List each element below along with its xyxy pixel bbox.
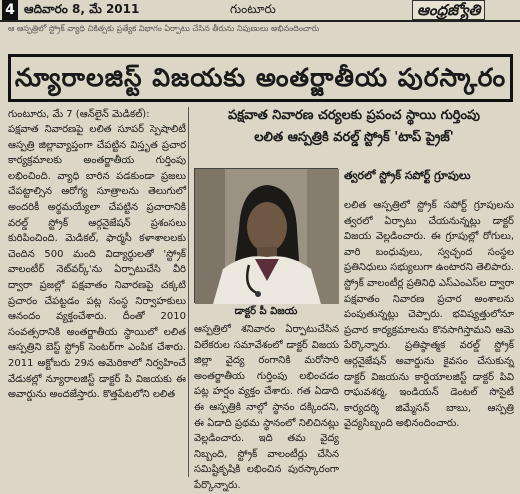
article-column-2 xyxy=(194,322,339,491)
newspaper-logo: ఆంధ్రజ్యోతి xyxy=(412,0,485,20)
previous-article-strip: ఆ ఆస్పత్రిలో స్ట్రోక్ వ్యాధి చికిత్సకు ప్రత్యేక విభాగం ఏర్పాటు చేసిన తీరును నిపుణులు అభినందించారు xyxy=(8,24,320,33)
issue-date: ఆదివారం 8, మే 2011 xyxy=(24,2,140,16)
dateline: గుంటూరు, మే 7 (ఆన్‌లైన్ మెడికల్): xyxy=(8,109,150,120)
page-number: 4 xyxy=(2,0,18,20)
article-headline: న్యూరాలజిస్ట్ విజయకు అంతర్జాతీయ పురస్కారం xyxy=(8,54,513,102)
subheadline-1: పక్షవాత నివారణ చర్యలకు ప్రపంచ స్థాయి గుర్తింపు xyxy=(227,108,481,123)
portrait-illustration xyxy=(195,169,339,304)
column-3-heading: త్వరలో స్ట్రోక్ సపోర్ట్ గ్రూపులు xyxy=(344,169,471,182)
doctor-portrait-photo xyxy=(194,168,338,303)
column-2-text: ఆస్పత్రిలో శనివారం ఏర్పాటుచేసిన విలేకరుల సమావేశంలో డాక్టర్ విజయ జిల్లా వైద్య రంగానికి మరోసారి అంతర్జాతీయ గుర్తింపు లభించడం పట్ల హర్షం వ్యక్తం చేశారు. గత ఏడాది ఈ ఆస్పత్రికి నాల్గో స్థానం దక్కిందని, ఈ ఏడాది ప్రథమ స్థానంలో నిలిచినట్లు వెల్లడించారు. ఇది తమ వైద్య నిబ్బంది, స్ట్రోక్ వాలంటీర్లు చేసిన సమిష్టికృషికి లభించిన పురస్కారంగా పేర్కొన్నారు. xyxy=(194,324,339,491)
column-3-text: లలిత ఆస్పత్రిలో స్ట్రోక్ సపోర్ట్ గ్రూపులను త్వరలో ఏర్పాటు చేయనున్నట్లు డాక్టర్ విజయ వెల్లడించారు. ఈ గ్రూపుల్లో రోగులు, వారి బంధువులు, స్వచ్ఛంద సంస్థల ప్రతినిధులు సభ్యులుగా ఉంటారని తెలిపారు. స్ట్రోక్ వాలంటీర్ల ప్రతినిధి ఎస్ఎంఎస్‌ల ద్వారా పక్షవాతం నివారణ ప్రచార అంశాలను పంపుతున్నట్లు చెప్పారు. భవిష్యత్తులోనూ ప్రచార కార్యక్రమాలను కొనసాగిస్తామని ఆమె పేర్కొన్నారు. ప్రతిష్ఠాత్మక వరల్డ్ స్ట్రోక్ ఆర్గనైజేషన్ అవార్డును కైవసం చేసుకున్న డాక్టర్ విజయను కార్డియాలజిస్ట్ డాక్టర్ పివి రాఘవశర్మ, ఇండియన్ డెంటల్ సొసైటీ కార్యదర్శి జిమ్మేసన్ బాబు, ఆస్పత్రి వైద్యసిబ్బంది అభినందించారు. xyxy=(344,200,514,430)
subheadline-2: లలిత ఆస్పత్రికి వరల్డ్ స్ట్రోక్ 'టాప్ ప్రైజ్' xyxy=(254,130,454,145)
article-column-3 xyxy=(344,198,514,478)
article-column-1 xyxy=(8,122,186,478)
edition-city: గుంటూరు xyxy=(230,2,276,16)
column-1-text: పక్షవాత నివారణపై లలిత సూపర్ స్పెషాలిటీ ఆస్పత్రి జిల్లావ్యాప్తంగా చేపట్టిన విస్తృత ప్రచార కార్యక్రమాలకు అంతర్జాతీయ గుర్తింపు లభించింది. వ్యాధి బారిన పడకుండా ప్రజలు చేపట్టాల్సిన ఆరోగ్య సూత్రాలను తెలుగులో అందరికీ అర్థమయ్యేలా చేపట్టిన ప్రచారానికి వరల్డ్ స్ట్రోక్ ఆర్గనైజేషన్ ప్రశంసలు కురిపించింది. మెడికల్, ఫార్మసీ కళాశాలలకు చెందిన 500 మంది విద్యార్థులతో 'స్ట్రోక్ వాలంటీర్ నెట్‌వర్క్'ను ఏర్పాటుచేసి వీరి ద్వారా ప్రజల్లో పక్షవాతం నివారణపై చక్కటి ప్రచారం చేపట్టడం పట్ల సంస్థ నిర్వాహకులు ఆనందం వ్యక్తంచేశారు. దీంతో 2010 సంవత్సరానికి అంతర్జాతీయ స్థాయిలో లలిత ఆస్పత్రిని బెస్ట్ స్ట్రోక్ సెంటర్‌గా ఎంపిక చేశారు. 2011 అక్టోబరు 29న అమెరికాలో నిర్వహించే వేడుకల్లో న్యూరాలజిస్ట్ డాక్టర్ పి విజయకు ఈ అవార్డును అందజేస్తారు. కొత్తపేటలోని లలిత xyxy=(8,124,186,401)
masthead xyxy=(0,0,520,22)
column-divider xyxy=(188,107,189,477)
photo-caption: డాక్టర్ పీ విజయ xyxy=(234,306,298,317)
